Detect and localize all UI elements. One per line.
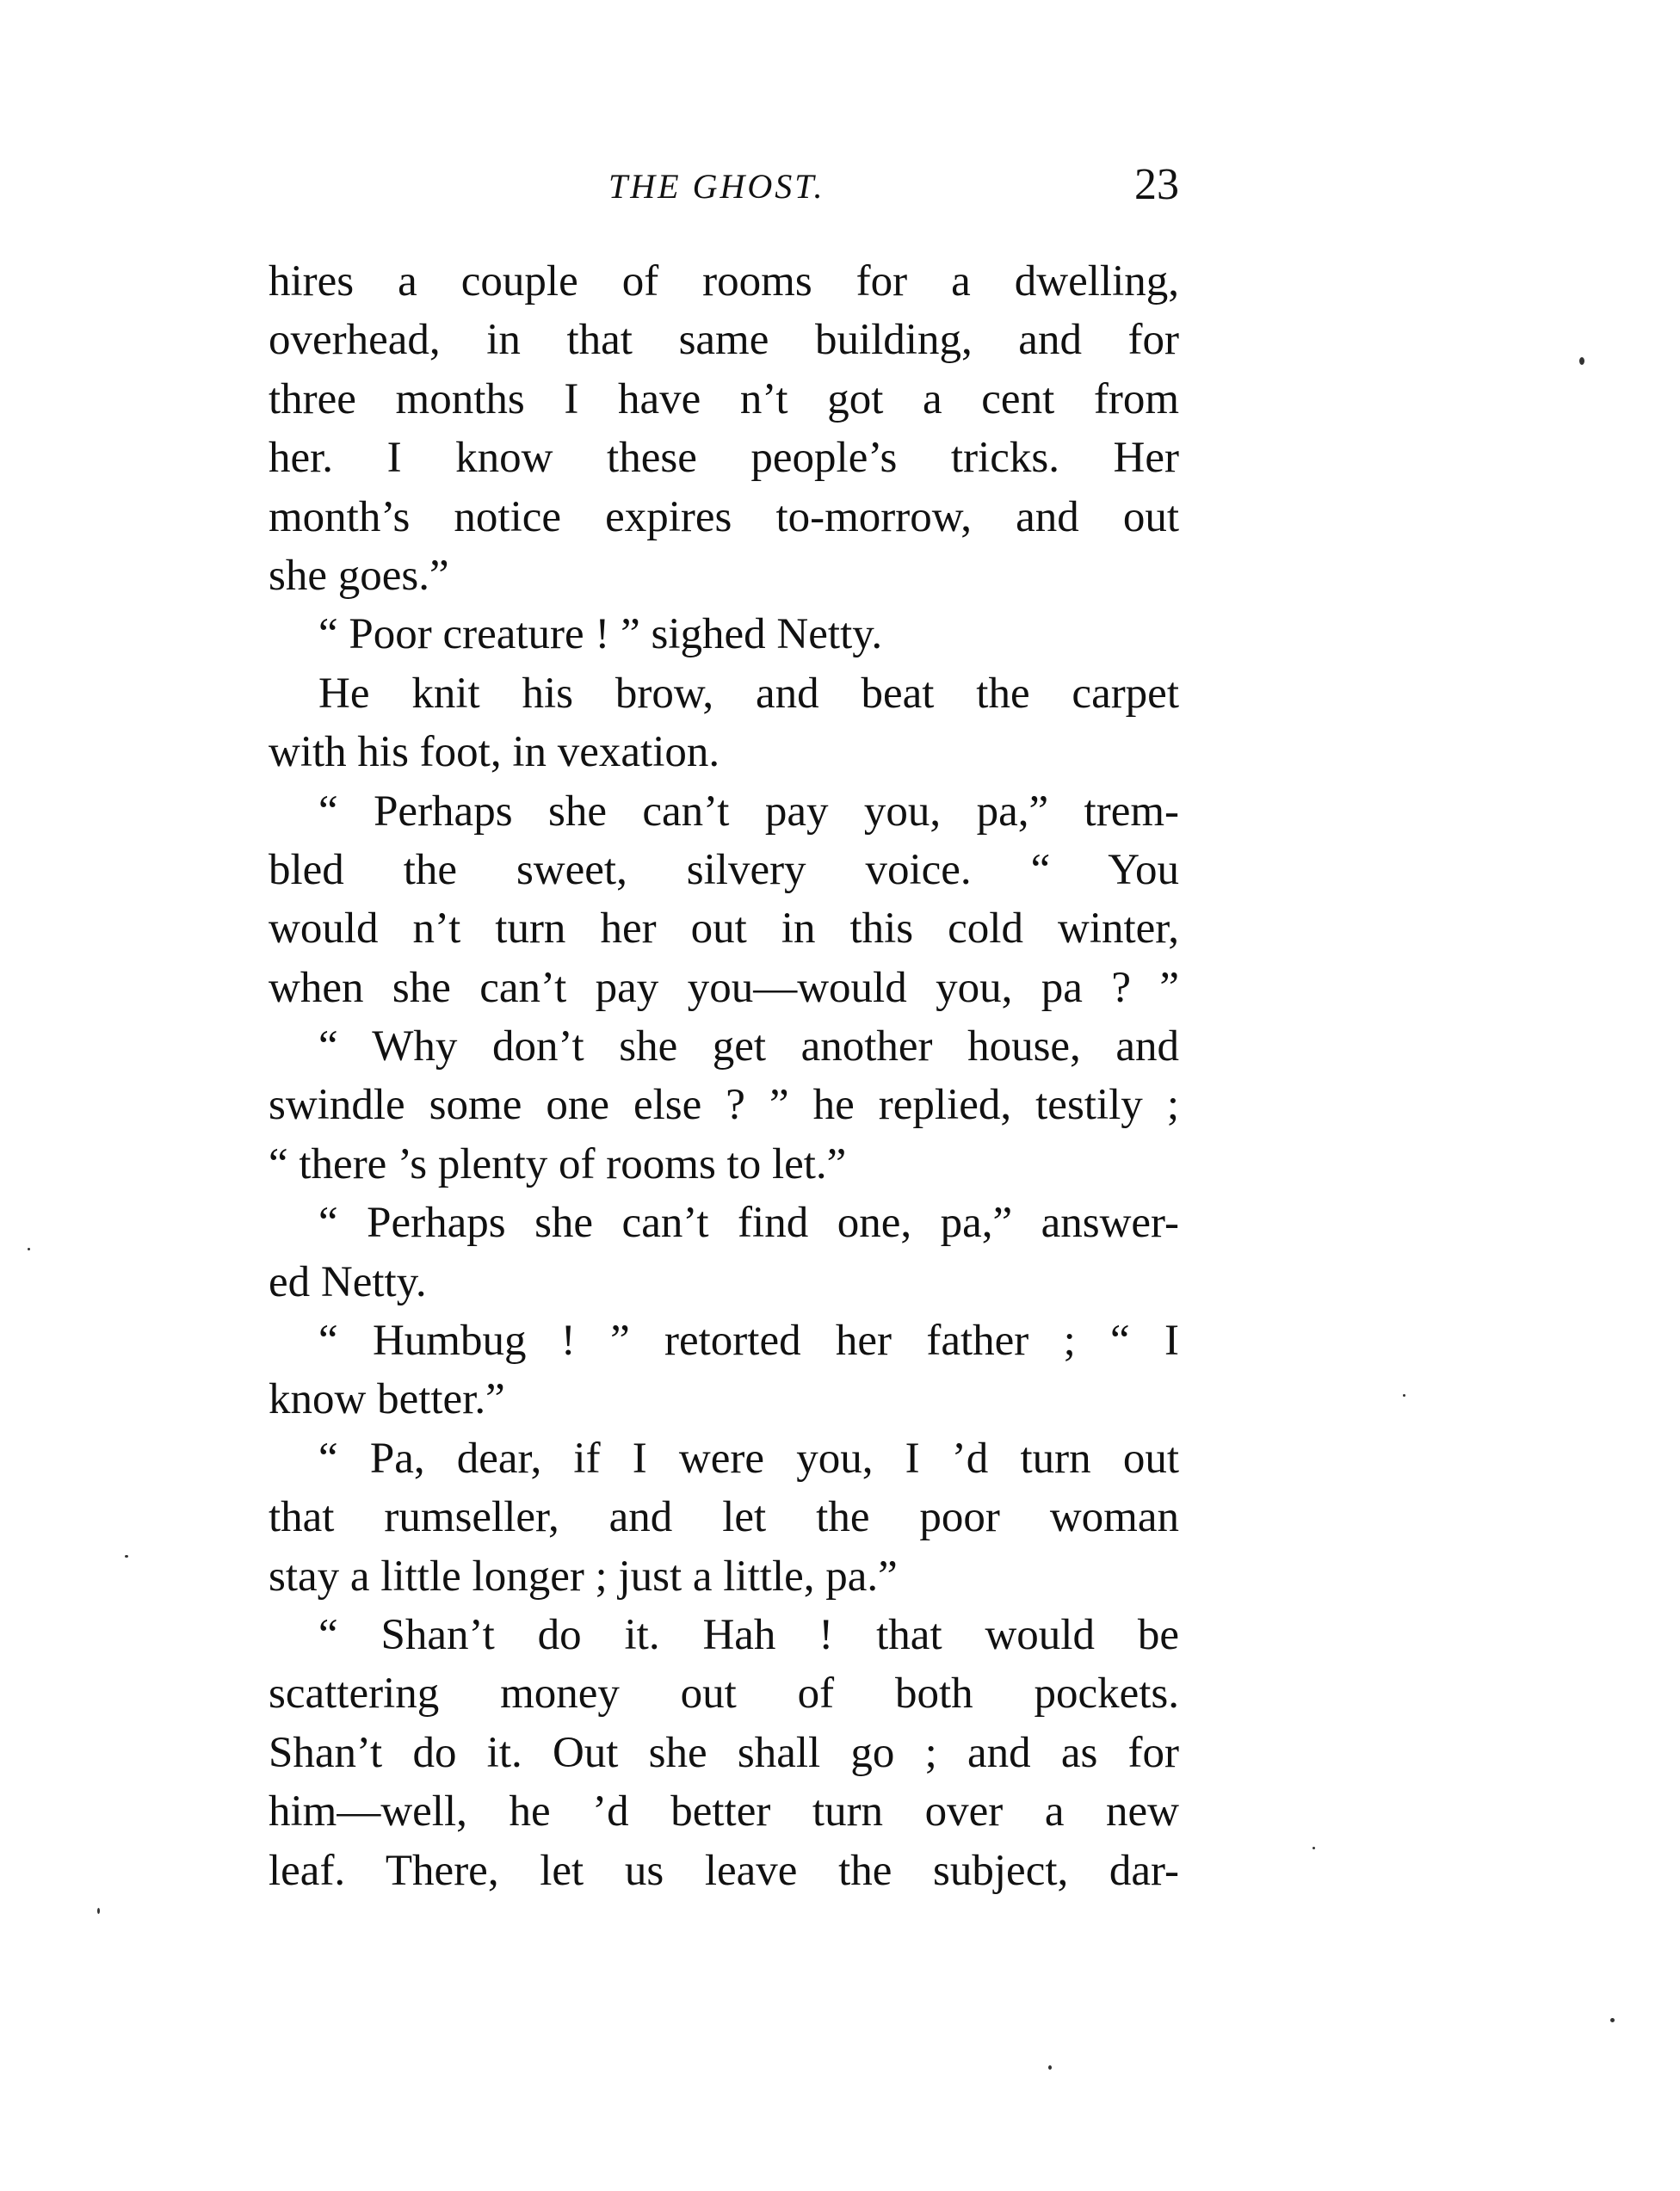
text-line: that rumseller, and let the poor woman <box>269 1493 1179 1542</box>
paper-speck <box>1312 1847 1315 1849</box>
paper-speck <box>1610 2018 1615 2022</box>
text-line: “ Poor creature ! ” sighed Netty. <box>318 610 883 659</box>
text-line: “ there ’s plenty of rooms to let.” <box>269 1139 847 1188</box>
text-line: swindle some one else ? ” he replied, testily ; <box>269 1081 1179 1130</box>
text-line: “ Perhaps she can’t pay you, pa,” trem- <box>318 787 1179 836</box>
text-line: hires a couple of rooms for a dwelling, <box>269 257 1179 306</box>
text-line: ed Netty. <box>269 1257 427 1306</box>
paper-speck <box>125 1555 128 1558</box>
paper-speck <box>1048 2065 1052 2070</box>
text-line: stay a little longer ; just a little, pa.” <box>269 1552 898 1601</box>
text-line: “ Shan’t do it. Hah ! that would be <box>318 1610 1179 1659</box>
text-line: bled the sweet, silvery voice. “ You <box>269 845 1179 894</box>
text-line: “ Pa, dear, if I were you, I ’d turn out <box>318 1434 1179 1483</box>
page-number: 23 <box>1134 160 1179 209</box>
body-text <box>269 252 1179 1900</box>
paper-speck <box>97 1908 100 1914</box>
text-line: would n’t turn her out in this cold winter, <box>269 904 1179 954</box>
paper-speck <box>1579 357 1584 365</box>
text-line: him—well, he ’d better turn over a new <box>269 1787 1179 1836</box>
text-line: Shan’t do it. Out she shall go ; and as for <box>269 1728 1179 1777</box>
text-line: with his foot, in vexation. <box>269 728 720 777</box>
text-line: when she can’t pay you—would you, pa ? ” <box>269 963 1179 1012</box>
page-header <box>269 159 1179 211</box>
text-line: He knit his brow, and beat the carpet <box>318 669 1179 718</box>
paper-speck <box>28 1248 30 1250</box>
text-line: leaf. There, let us leave the subject, dar- <box>269 1846 1179 1895</box>
text-line: “ Humbug ! ” retorted her father ; “ I <box>318 1317 1179 1366</box>
text-line: month’s notice expires to-morrow, and out <box>269 492 1179 541</box>
text-line: know better.” <box>269 1375 505 1424</box>
text-line: scattering money out of both pockets. <box>269 1669 1179 1719</box>
paper-speck <box>1403 1394 1405 1397</box>
text-line: she goes.” <box>269 551 449 600</box>
text-line: overhead, in that same building, and for <box>269 316 1179 365</box>
text-line: her. I know these people’s tricks. Her <box>269 434 1179 483</box>
text-line: three months I have n’t got a cent from <box>269 374 1179 423</box>
text-line: “ Perhaps she can’t find one, pa,” answer- <box>318 1199 1179 1248</box>
text-line: “ Why don’t she get another house, and <box>318 1022 1179 1071</box>
running-head: THE GHOST. <box>608 167 825 206</box>
